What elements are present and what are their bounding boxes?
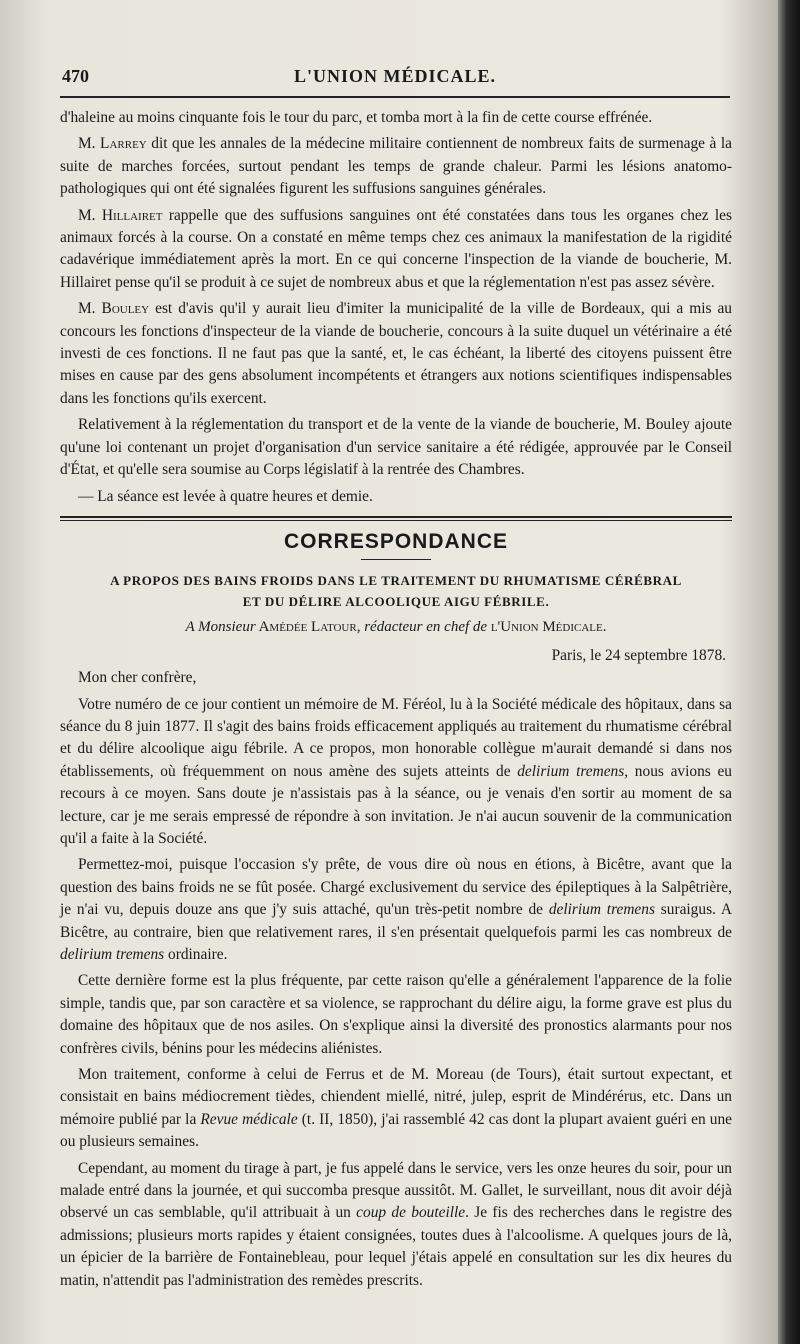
page-body <box>60 107 732 1296</box>
title-rule <box>361 559 431 560</box>
letter-dateline: Paris, le 24 septembre 1878. <box>551 646 726 664</box>
paragraph-seance-levee: — La séance est levée à quatre heures et demie. <box>78 487 373 505</box>
page-header <box>60 60 730 98</box>
letter-addressee: A Monsieur Amédée Latour, rédacteur en chef de l'Union Médicale. <box>185 619 607 636</box>
letter-salutation: Mon cher confrère, <box>78 669 197 687</box>
paragraph-reglementation: Relativement à la réglementation du transport et de la vente de la viande de boucherie, M. Bouley ajoute qu'une loi contenant un projet d'organisation d'un service sanitaire a été rédigée, approuvée par le Conseil d'État, et qu'elle sera soumise au Corps législatif à la rentrée des Chambres. <box>60 416 732 479</box>
letter-paragraph-1: Votre numéro de ce jour contient un mémoire de M. Féréol, lu à la Société médicale des hôpitaux, dans sa séance du 8 juin 1877. Il s'agit des bains froids efficacement appliqués au traitement du rhumatisme cérébral et du délire alcoolique aigu fébrile. A ce propos, mon honorable collègue m'aurait demandé si dans nos établissements, où fréquemment on nous amène des sujets atteints de delirium tremens, nous avions eu recours à ce moyen. Sans doute je n'assistais pas à la séance, ou je venais d'en sortir au moment de sa lecture, car je me serais empressé de répondre à son invitation. Je n'ai aucun souvenir de la communication qu'il a faite à la Société. <box>60 695 732 847</box>
speaker-name: M. Hillairet <box>78 206 163 224</box>
paragraph-larrey: M. Larrey dit que les annales de la médecine militaire contiennent de nombreux faits de surmenage à la suite de marches forcées, surtout pendant les temps de grande chaleur. Parmi les lésions anatomo-pathologiques qui ont été signalées figurent les suffusions sanguines générales. <box>60 135 733 198</box>
letter-paragraph-4: Mon traitement, conforme à celui de Ferrus et de M. Moreau (de Tours), était surtout expectant, et consistait en bains médiocrement tièdes, chiendent miellé, nitré, julep, esprit de Mindérérus, etc. Dans un mémoire publié par la Revue médicale (t. II, 1850), j'ai rassemblé 42 cas dont la plupart avaient guéri en une ou plusieurs semaines. <box>60 1066 733 1151</box>
letter-paragraph-3: Cette dernière forme est la plus fréquente, par cette raison qu'elle a généralement l'apparence de la folie simple, tandis que, par son caractère et sa violence, se rapprochant du délire aigu, la forme grave est plus du domaine des hôpitaux que de nos asiles. On s'explique ainsi la diversité des pronostics alarmants pour nos confrères civils, bénins pour les médecins aliénistes. <box>60 972 732 1057</box>
speaker-name: M. Larrey <box>78 135 147 153</box>
running-title: L'UNION MÉDICALE. <box>293 66 497 86</box>
section-divider <box>60 516 732 521</box>
letter-subtitle: A PROPOS DES BAINS FROIDS DANS LE TRAITEMENT DU RHUMATISME CÉRÉBRAL ET DU DÉLIRE ALCOOLIQUE AIGU FÉBRILE. <box>110 573 682 610</box>
page-number: 470 <box>62 66 89 86</box>
section-title: CORRESPONDANCE <box>283 529 509 553</box>
book-spine <box>778 0 800 1344</box>
letter-paragraph-2: Permettez-moi, puisque l'occasion s'y prête, de vous dire où nous en étions, à Bicêtre, avant que la question des bains froids ne se fût posée. Chargé exclusivement du service des épileptiques à la Salpêtrière, je n'ai vu, depuis douze ans que j'y suis attaché, qu'un très-petit nombre de delirium tremens suraigus. A Bicêtre, au contraire, bien que relativement rares, il s'en présentait quelquefois parmi les cas nombreux de delirium tremens ordinaire. <box>60 856 732 963</box>
paragraph-bouley: M. Bouley est d'avis qu'il y aurait lieu d'imiter la municipalité de la ville de Bordeaux, qui a mis au concours les fonctions d'inspecteur de la viande de boucherie, concours à la suite duquel un vétérinaire a été investi de ces fonctions. Il ne faut pas que la santé, et, le cas échéant, la liberté des citoyens puissent être mises en cause par des gens absolument incompétents et étrangers aux notions scientifiques indispensables dans les fonctions qu'ils exercent. <box>60 300 733 407</box>
letter-paragraph-5: Cependant, au moment du tirage à part, je fus appelé dans le service, vers les onze heures du soir, pour un malade entré dans la journée, et qui succomba presque aussitôt. M. Gallet, le surveillant, nous dit avoir déjà observé un cas semblable, qu'il attribuait à un coup de bouteille. Je fis des recherches dans le registre des admissions; plusieurs morts rapides y étaient consignées, toutes dues à l'alcoolisme. A quelques jours de là, un épicier de la barrière de Fontainebleau, pour lequel j'étais appelé en consultation sur les dix heures du matin, n'attendit pas l'administration des remèdes prescrits. <box>60 1159 732 1289</box>
speaker-name: M. Bouley <box>78 300 150 318</box>
paragraph-hillairet: M. Hillairet rappelle que des suffusions sanguines ont été constatées dans tous les organes chez les animaux forcés à la course. On a constaté en même temps chez ces animaux la manifestation de la rigidité cadavérique immédiatement après la mort. En ce qui concerne l'inspection de la viande de boucherie, M. Hillairet pense qu'il se produit à ce sujet de nombreux abus et que la réglementation n'est pas assez sévère. <box>60 206 733 291</box>
paragraph-continuation: d'haleine au moins cinquante fois le tour du parc, et tomba mort à la fin de cette course effrénée. <box>60 109 653 126</box>
